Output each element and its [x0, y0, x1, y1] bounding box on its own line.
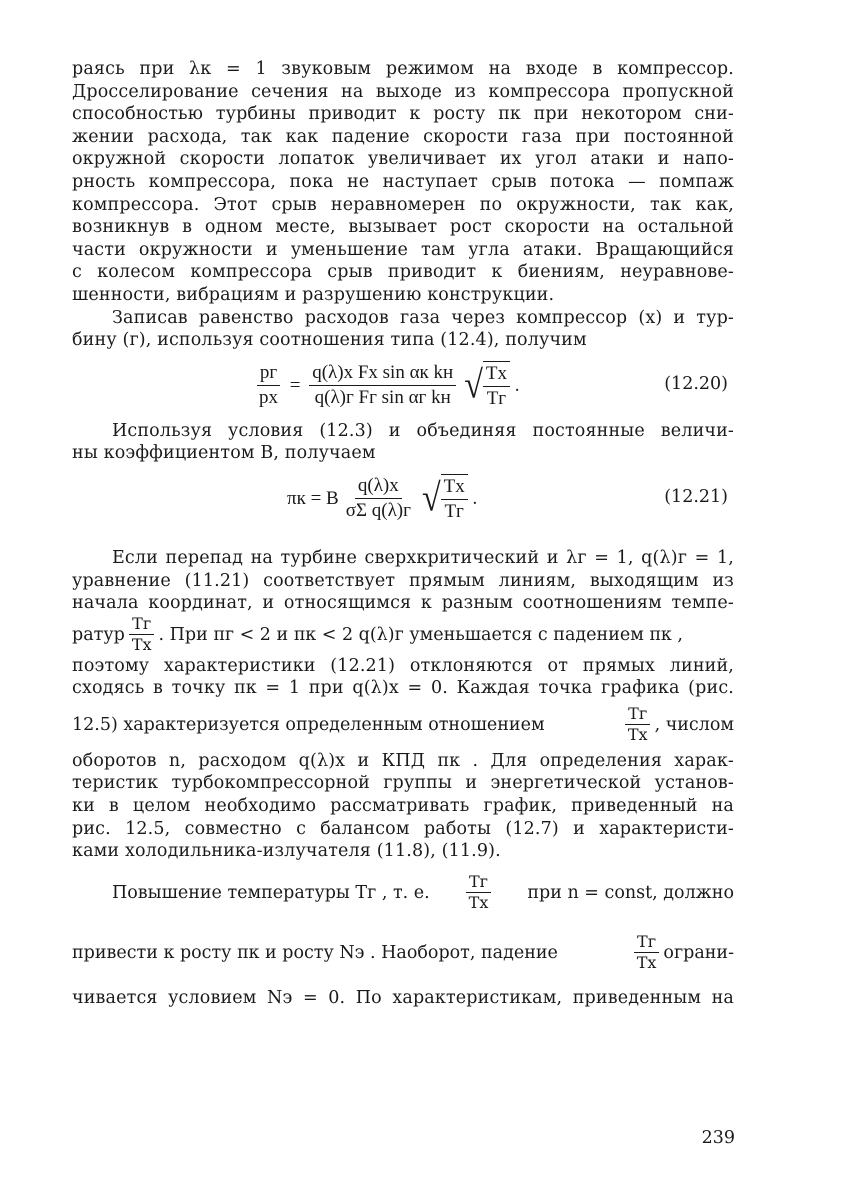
equation-number: (12.20)	[664, 373, 728, 394]
page-body	[72, 58, 734, 1009]
text-line: сходясь в точку πк = 1 при q(λ)х = 0. Каждая точка графика (рис.	[72, 678, 734, 699]
paragraph-1	[72, 58, 734, 307]
text-line: ны коэффициентом B, получаем	[72, 443, 376, 464]
eq1-lhs-denominator: pх	[259, 387, 278, 409]
eq1-lhs-numerator: pг	[257, 362, 280, 386]
text-line: части окружности и уменьшение там угла атаки. Вращающийся	[72, 239, 734, 260]
inline-fraction-denominator: Tх	[627, 725, 648, 745]
text-line: поэтому характеристики (12.21) отклоняются от прямых линий,	[72, 655, 734, 676]
text-line: компрессора. Этот срыв неравномерен по окружности, так как,	[72, 194, 734, 215]
eq1-sqrt: √ $\frac{Tх}{Tг}$	[464, 361, 510, 410]
text-line: Дросселирование сечения на выходе из компрессора пропускной	[72, 81, 734, 102]
eq1-main-fraction	[309, 362, 456, 409]
inline-text: 12.5) характеризуется определенным отношением	[72, 714, 545, 735]
inline-text: . При πг < 2 и πк < 2 q(λ)г уменьшается с падением πк ,	[158, 624, 683, 645]
eq2-sqrt-numerator: Tх	[441, 476, 468, 500]
inline-text: ограни-	[663, 942, 734, 963]
inline-text: ратур	[72, 624, 125, 645]
eq2-main-fraction	[343, 475, 414, 522]
inline-fraction-numerator: Tг	[625, 705, 650, 725]
text-line: шенности, вибрациям и разрушению конструкции.	[72, 284, 555, 305]
eq1-denominator: q(λ)г Fг sin αг kн	[314, 387, 451, 409]
inline-fraction	[129, 615, 155, 654]
paragraph-3	[72, 420, 734, 465]
eq1-sqrt-denominator: Tг	[486, 388, 507, 410]
text-line: окружной скорости лопаток увеличивает их угол атаки и напо-	[72, 149, 734, 170]
inline-text: привести к росту πк и росту Nэ . Наоборот, падение	[72, 942, 558, 963]
inline-fraction-numerator: Tг	[634, 933, 659, 953]
text-line-with-fraction	[72, 700, 734, 750]
eq2-sqrt-denominator: Tг	[444, 501, 464, 523]
inline-fraction-denominator: Tх	[468, 893, 489, 913]
text-line: ки в целом необходимо рассматривать график, приведенный на	[72, 796, 734, 817]
text-line: раясь при λк = 1 звуковым режимом на входе в компрессор.	[72, 59, 734, 79]
text-line: оборотов n, расходом q(λ)х и КПД πк . Для определения харак-	[72, 750, 734, 771]
inline-text: , числом	[654, 714, 734, 735]
inline-fraction-numerator: Tг	[129, 615, 154, 635]
equation-12-21: πк = B $\frac{q(\lambda)х}{\text{σΣ q(λ)г}}$ √ $\frac{Tх}{Tг}$ . (12.21)	[287, 475, 728, 523]
eq1-numerator: q(λ)х Fх sin αк kн	[309, 362, 456, 386]
eq1-sqrt-numerator: Tх	[483, 363, 510, 387]
text-line: возникнув в одном месте, вызывает рост скорости на остальной	[72, 217, 734, 238]
eq2-sqrt: √ $\frac{Tх}{Tг}$	[422, 474, 468, 523]
paragraph-2	[72, 307, 734, 352]
text-line: ками холодильника-излучателя (11.8), (11.9).	[72, 841, 501, 862]
text-line-with-fraction	[72, 923, 734, 983]
inline-fraction-denominator: Tх	[636, 953, 657, 973]
eq2-numerator: q(λ)х	[355, 475, 402, 499]
text-line: теристик турбокомпрессорной группы и энергетической установ-	[72, 773, 734, 794]
inline-fraction-denominator: Tх	[131, 635, 152, 655]
text-line-with-fraction	[72, 615, 734, 655]
page-number: 239	[701, 1128, 735, 1148]
inline-fraction-numerator: Tг	[466, 873, 491, 893]
text-line: Используя условия (12.3) и объединяя постоянные величи-	[112, 420, 734, 441]
inline-text: при n = const, должно	[527, 882, 734, 903]
text-line: Если перепад на турбине сверхкритический и λг = 1, q(λ)г = 1,	[112, 547, 734, 568]
eq1-lhs-fraction	[256, 362, 281, 409]
equation-number: (12.21)	[664, 486, 728, 507]
text-line: жении расхода, так как падение скорости газа при постоянной	[72, 126, 734, 147]
inline-text: Повышение температуры Tг , т. е.	[112, 882, 430, 903]
text-line: способностью турбины приводит к росту πк при некотором сни-	[72, 104, 734, 125]
text-line: рис. 12.5, совместно с балансом работы (12.7) и характеристи-	[72, 818, 734, 839]
text-line-with-fraction	[72, 863, 734, 923]
text-line: бину (г), используя соотношения типа (12.4), получим	[72, 330, 587, 351]
inline-fraction	[634, 933, 660, 972]
inline-fraction	[466, 873, 492, 912]
paragraph-4	[72, 547, 734, 863]
text-line: с колесом компрессора срыв приводит к биениям, неуравнове-	[72, 262, 734, 283]
inline-fraction	[625, 705, 651, 744]
eq2-denominator: σΣ q(λ)г	[345, 500, 411, 522]
eq2-lhs: πк = B	[287, 487, 339, 509]
text-line: Записав равенство расходов газа через компрессор (х) и тур-	[112, 307, 734, 328]
text-line: чивается условием Nэ = 0. По характеристикам, приведенным на	[72, 987, 734, 1008]
equation-12-20: $\frac{pг}{pх}$ = $\frac{\text{q(λ)х Fх sin αк kн}}{\text{q(λ)г Fг sin αг kн}}$ √ $\frac{Tх}{Tг}$ . (12.20)	[72, 358, 734, 414]
text-line: рность компрессора, пока не наступает срыв потока — помпаж	[72, 171, 734, 192]
text-line: уравнение (11.21) соответствует прямым линиям, выходящим из	[72, 570, 734, 591]
text-line: начала координат, и относящимся к разным соотношениям темпе-	[72, 593, 734, 614]
